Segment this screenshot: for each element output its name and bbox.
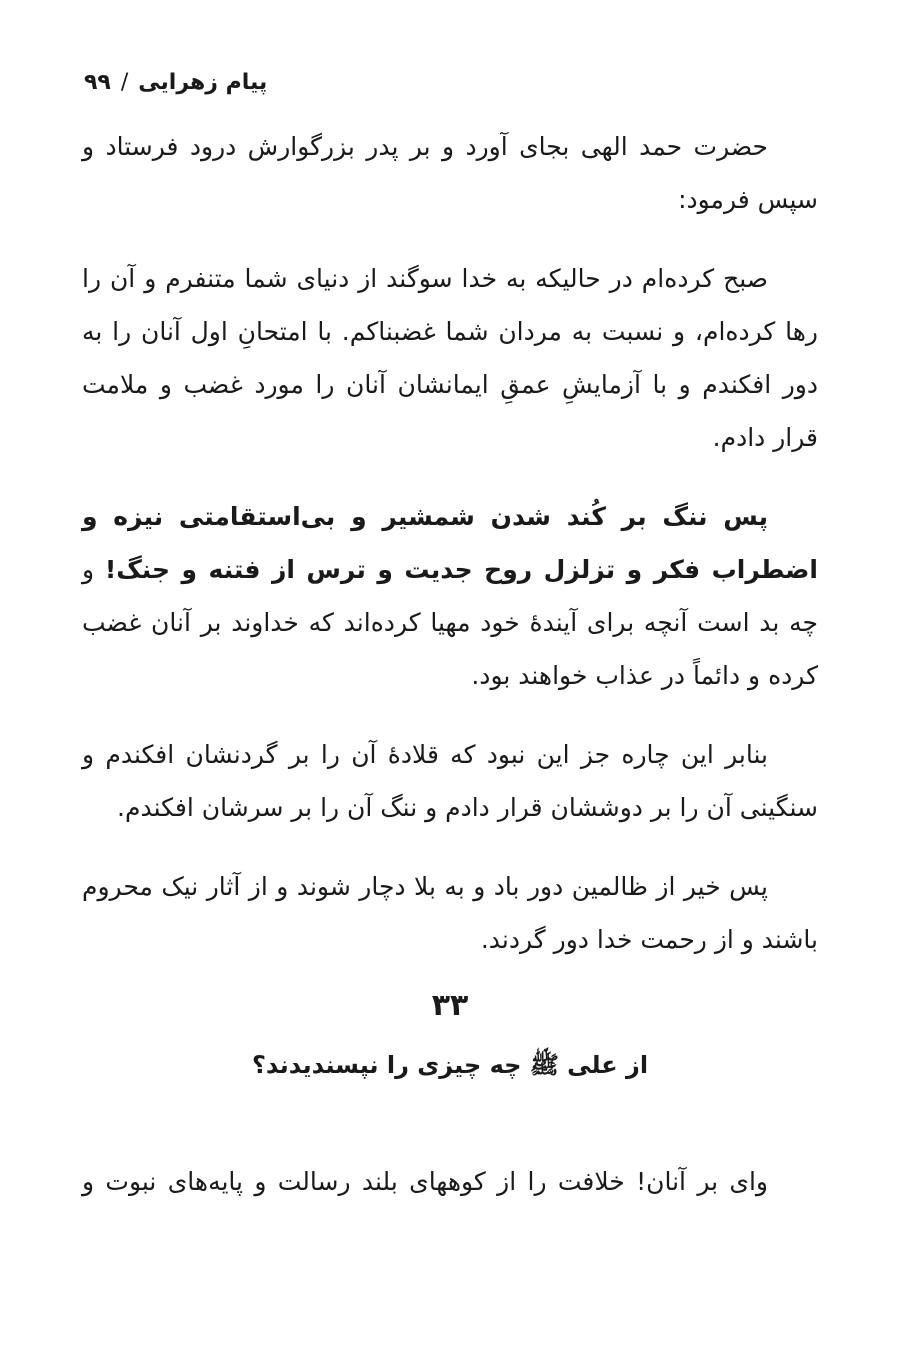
running-header (84, 70, 267, 95)
paragraph-morning: صبح کرده‌ام در حالیکه به خدا سوگند از دنیای شما متنفرم و آن را رها کرده‌ام، و نسبت به مردان شما غضبناکم. با امتحانِ اول آنان را به دور افکندم و با آزمایشِ عمقِ ایمانشان آنان را مورد غضب و ملامت قرار دادم. (82, 264, 818, 452)
section-title: از علی ﷺ چه چیزی را نپسندیدند؟ (251, 1051, 649, 1079)
paragraph-shame-bold: پس ننگ بر کُند شدن شمشیر و بی‌استقامتی نیزه و اضطراب فکر و تزلزل روح جدیت و ترس از فتنه و جنگ! (82, 502, 818, 584)
paragraph-shame (82, 490, 818, 702)
section-number: ۳۳ (431, 988, 469, 1023)
header-separator: / (120, 70, 129, 95)
paragraph-therefore: بنابر این چاره جز این نبود که قلادهٔ آن را بر گردنشان افکندم و سنگینی آن را بر دوششان قرار دادم و ننگ آن را بر سرشان افکندم. (82, 740, 818, 822)
paragraph-shame-rest: و چه بد است آنچه برای آیندهٔ خود مهیا کرده‌اند که خداوند بر آنان غضب کرده و دائماً در عذاب خواهند بود. (82, 555, 818, 690)
paragraph-intro: حضرت حمد الهی بجای آورد و بر پدر بزرگوارش درود فرستاد و سپس فرمود: (82, 132, 818, 214)
body-text (82, 120, 818, 992)
header-title: پیام زهرایی (138, 70, 268, 95)
paragraph-woe: وای بر آنان! خلافت را از کوههای بلند رسالت و پایه‌های نبوت و (82, 1167, 768, 1196)
page-number: ۹۹ (84, 70, 111, 95)
paragraph-curse: پس خیر از ظالمین دور باد و به بلا دچار شوند و از آثار نیک محروم باشند و از رحمت خدا دور گردند. (82, 872, 818, 954)
